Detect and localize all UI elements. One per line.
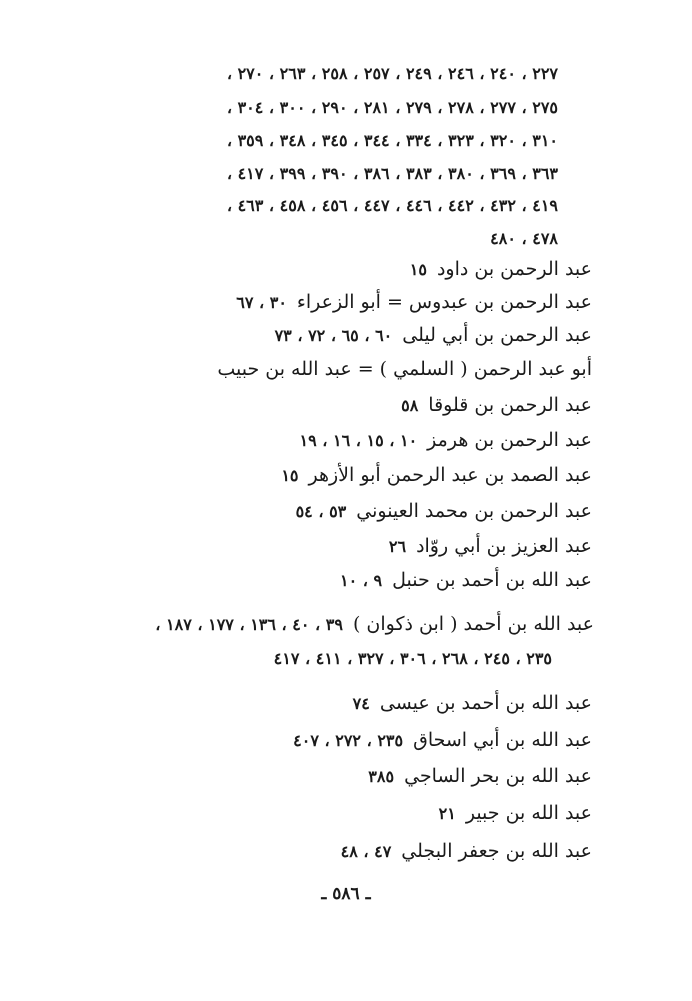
entry-name: عبد الله بن أحمد ( ابن ذكوان ) bbox=[352, 613, 594, 635]
page-number: ـ ٥٨٦ ـ bbox=[321, 884, 371, 904]
index-entry bbox=[281, 464, 592, 486]
index-entry bbox=[207, 358, 592, 380]
continued-refs-line: ٢٢٧ ، ٢٤٠ ، ٢٤٦ ، ٢٤٩ ، ٢٥٧ ، ٢٥٨ ، ٢٦٣ ، ٢٧٠ ، bbox=[226, 64, 558, 83]
index-entry bbox=[401, 394, 592, 416]
index-entry bbox=[236, 291, 592, 313]
continued-refs-line: ٣١٠ ، ٣٢٠ ، ٣٢٣ ، ٣٣٤ ، ٣٤٤ ، ٣٤٥ ، ٣٤٨ ، ٣٥٩ ، bbox=[226, 131, 558, 150]
entry-name: عبد الله بن أحمد بن حنبل bbox=[392, 569, 592, 591]
continued-refs-line: ٤١٩ ، ٤٣٢ ، ٤٤٢ ، ٤٤٦ ، ٤٤٧ ، ٤٥٦ ، ٤٥٨ ، ٤٦٣ ، bbox=[226, 196, 558, 215]
entry-name: عبد الله بن أحمد بن عيسى bbox=[379, 692, 592, 714]
index-entry bbox=[296, 500, 592, 522]
entry-refs: ٦٠ ، ٦٥ ، ٧٢ ، ٧٣ bbox=[274, 326, 393, 345]
index-entry bbox=[368, 765, 592, 787]
entry-refs: ٥٣ ، ٥٤ bbox=[295, 502, 347, 521]
entry-refs: ٥٨ bbox=[401, 396, 419, 415]
index-entry bbox=[410, 258, 592, 280]
entry-name: عبد الصمد بن عبد الرحمن أبو الأزهر bbox=[308, 464, 592, 486]
index-entry bbox=[299, 429, 592, 451]
entry-refs: ٢١ bbox=[438, 804, 456, 823]
index-entry bbox=[275, 324, 592, 346]
entry-refs: ١٠ ، ١٥ ، ١٦ ، ١٩ bbox=[299, 431, 418, 450]
entry-name: عبد الرحمن بن عبدوس = أبو الزعراء bbox=[296, 291, 592, 313]
entry-name: أبو عبد الرحمن ( السلمي ) = عبد الله بن حبيب bbox=[217, 358, 592, 380]
index-entry bbox=[353, 692, 592, 714]
entry-name: عبد الرحمن بن هرمز bbox=[427, 429, 592, 451]
entry-refs: ٢٣٥ ، ٢٧٢ ، ٤٠٧ bbox=[293, 731, 404, 750]
continued-refs-line: ٤٧٨ ، ٤٨٠ bbox=[490, 229, 558, 248]
index-entry bbox=[341, 840, 592, 862]
entry-refs: ٤٧ ، ٤٨ bbox=[340, 842, 392, 861]
entry-refs: ٩ ، ١٠ bbox=[340, 571, 383, 590]
entry-name: عبد الرحمن بن قلوقا bbox=[428, 394, 592, 416]
entry-name: عبد الله بن أبي اسحاق bbox=[413, 729, 592, 751]
entry-refs-continuation: ٢٣٥ ، ٢٤٥ ، ٢٦٨ ، ٣٠٦ ، ٣٢٧ ، ٤١١ ، ٤١٧ bbox=[273, 649, 552, 668]
entry-refs: ٣٨٥ bbox=[368, 767, 395, 786]
entry-name: عبد الله بن جعفر البجلي bbox=[401, 840, 592, 862]
entry-name: عبد الرحمن بن داود bbox=[436, 258, 592, 280]
index-entry bbox=[389, 535, 592, 557]
index-entry bbox=[155, 613, 594, 635]
index-entry bbox=[439, 802, 592, 824]
entry-refs: ٣٩ ، ٤٠ ، ١٣٦ ، ١٧٧ ، ١٨٧ ، bbox=[155, 615, 343, 634]
continued-refs-line: ٢٧٥ ، ٢٧٧ ، ٢٧٨ ، ٢٧٩ ، ٢٨١ ، ٢٩٠ ، ٣٠٠ ، ٣٠٤ ، bbox=[226, 98, 558, 117]
entry-refs: ١٥ bbox=[409, 260, 427, 279]
entry-refs: ٧٤ bbox=[352, 694, 370, 713]
index-entry bbox=[340, 569, 592, 591]
entry-name: عبد الرحمن بن محمد العينوني bbox=[356, 500, 592, 522]
entry-name: عبد الله بن بحر الساجي bbox=[404, 765, 592, 787]
entry-name: عبد الله بن جبير bbox=[465, 802, 592, 824]
entry-name: عبد العزيز بن أبي روّاد bbox=[416, 535, 592, 557]
entry-refs: ١٥ bbox=[281, 466, 299, 485]
entry-refs: ٢٦ bbox=[388, 537, 407, 556]
index-entry bbox=[293, 729, 592, 751]
entry-name: عبد الرحمن بن أبي ليلى bbox=[402, 324, 592, 346]
continued-refs-line: ٣٦٣ ، ٣٦٩ ، ٣٨٠ ، ٣٨٣ ، ٣٨٦ ، ٣٩٠ ، ٣٩٩ ، ٤١٧ ، bbox=[226, 164, 558, 183]
entry-refs: ٣٠ ، ٦٧ bbox=[236, 293, 287, 312]
